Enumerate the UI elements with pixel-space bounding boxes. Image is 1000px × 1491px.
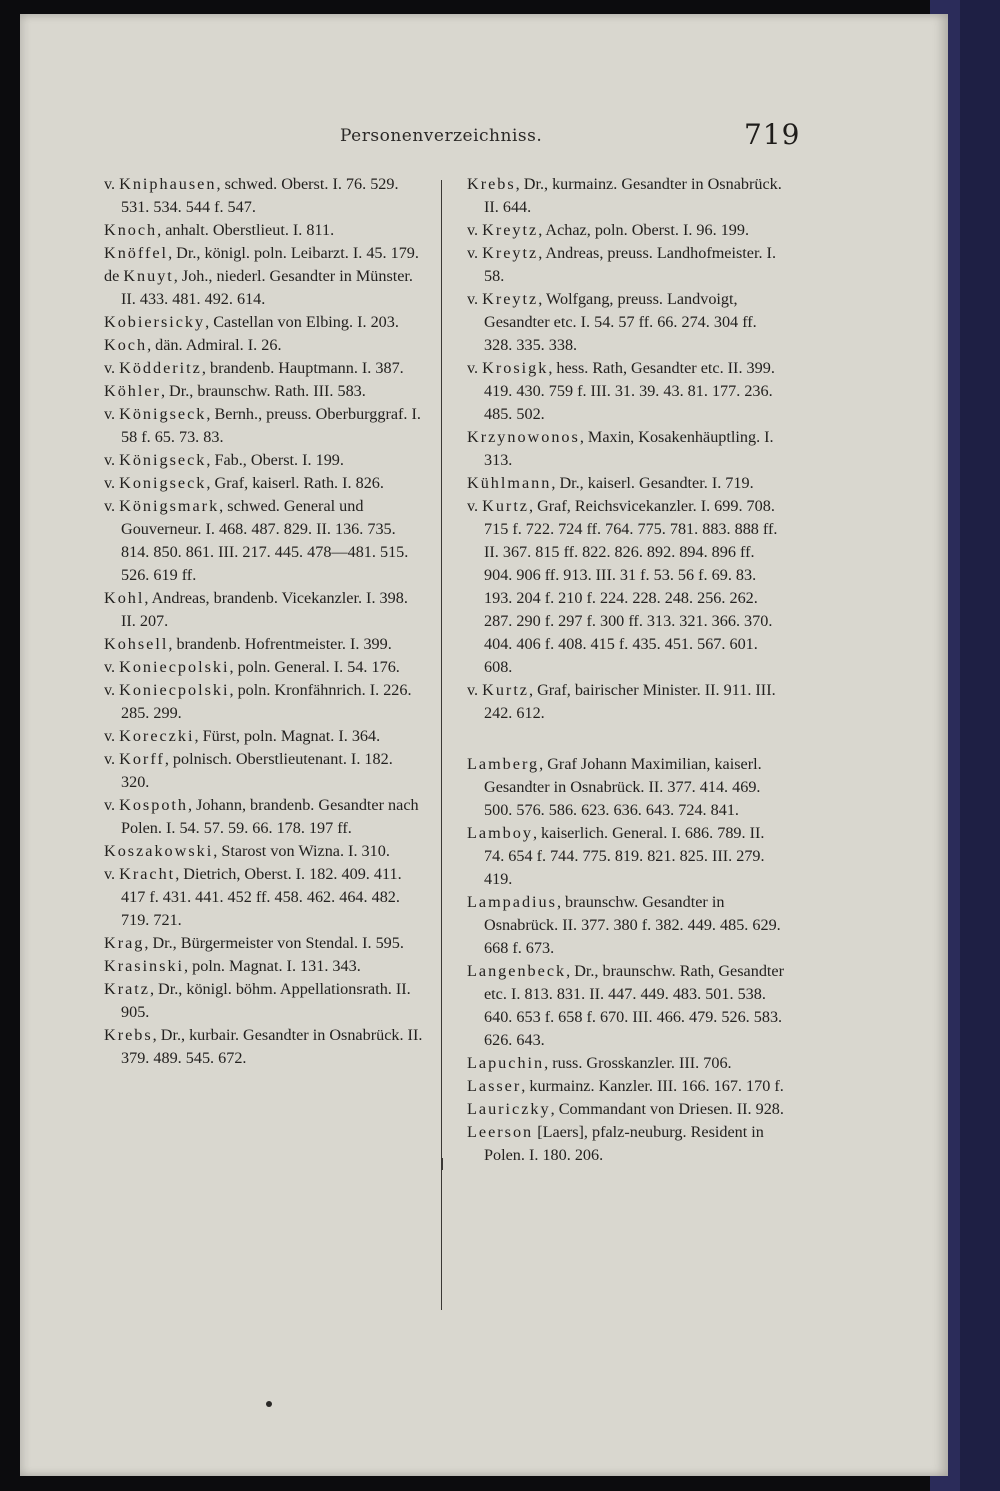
entry-references: , Andreas, preuss. Landhofmeister. I. 58.: [484, 244, 776, 285]
entry-name: Kobiersicky: [104, 313, 206, 331]
index-entry: [104, 725, 424, 748]
index-entry: [104, 219, 424, 242]
entry-name: Lapuchin: [467, 1054, 545, 1072]
entry-references: , brandenb. Hauptmann. I. 387.: [201, 359, 404, 377]
index-entry: [467, 822, 785, 891]
entry-references: , schwed. General und Gouverneur. I. 468. 487. 829. II. 136. 735. 814. 850. 861. III. 217. 445. 478—481. 515. 526. 619 ff.: [121, 497, 409, 584]
entry-prefix: v.: [467, 244, 483, 262]
index-entry: [104, 380, 424, 403]
index-entry: [104, 863, 424, 932]
index-entry: [467, 679, 785, 725]
entry-prefix: v.: [467, 221, 483, 239]
entry-references: , Maxin, Kosakenhäuptling. I. 313.: [484, 428, 774, 469]
entry-prefix: de: [104, 267, 124, 285]
index-entry: [467, 472, 785, 495]
entry-prefix: v.: [104, 359, 120, 377]
entry-references: , Dr., königl. poln. Leibarzt. I. 45. 179.: [168, 244, 419, 262]
entry-references: , Dr., Bürgermeister von Stendal. I. 595.: [144, 934, 404, 952]
index-entry: [104, 978, 424, 1024]
entry-name: Koreczki: [119, 727, 195, 745]
index-entry: [104, 587, 424, 633]
entry-name: Kühlmann: [467, 474, 552, 492]
entry-references: , poln. General. I. 54. 176.: [229, 658, 400, 676]
page-ink-dot: [266, 1401, 272, 1407]
entry-name: Korff: [119, 750, 165, 768]
index-entry: [104, 173, 424, 219]
entry-name: Koniecpolski: [119, 681, 230, 699]
entry-references: , Commandant von Driesen. II. 928.: [550, 1100, 784, 1118]
entry-name: Kniphausen: [119, 175, 217, 193]
index-entry: [104, 1024, 424, 1070]
entry-prefix: v.: [104, 750, 120, 768]
entry-references: , Fürst, poln. Magnat. I. 364.: [194, 727, 381, 745]
index-entry: [104, 932, 424, 955]
entry-prefix: v.: [104, 451, 120, 469]
entry-prefix: v.: [104, 497, 120, 515]
entry-references: , Wolfgang, preuss. Landvoigt, Gesandter etc. I. 54. 57 ff. 66. 274. 304 ff. 328. 335. 338.: [484, 290, 757, 354]
index-entry: [104, 334, 424, 357]
entry-name: Krag: [104, 934, 145, 952]
index-entry: [104, 242, 424, 265]
entry-references: , braunschw. Gesandter in Osnabrück. II. 377. 380 f. 382. 449. 485. 629. 668 f. 673.: [484, 893, 781, 957]
entry-name: Königseck: [119, 451, 207, 469]
entry-references: , Graf, Reichsvicekanzler. I. 699. 708. 715 f. 722. 724 ff. 764. 775. 781. 883. 888 ff. II. 367. 815 ff. 822. 826. 892. 894. 896 ff. 904. 906 ff. 913. III. 31 f. 53. 56 f. 69. 83. 193. 204 f. 210 f. 224. 228. 248. 256. 262. 287. 290 f. 297 f. 300 ff. 313. 321. 366. 370. 404. 406 f. 408. 415 f. 435. 451. 567. 601. 608.: [484, 497, 778, 676]
index-entry: [104, 748, 424, 794]
entry-references: , Johann, brandenb. Gesandter nach Polen. I. 54. 57. 59. 66. 178. 197 ff.: [121, 796, 419, 837]
entry-name: Kohsell: [104, 635, 169, 653]
index-entry: [104, 679, 424, 725]
entry-name: Lamboy: [467, 824, 533, 842]
index-entry: [467, 891, 785, 960]
entry-references: , Graf, bairischer Minister. II. 911. III. 242. 612.: [484, 681, 776, 722]
entry-name: Langenbeck: [467, 962, 567, 980]
entry-name: Kohl: [104, 589, 145, 607]
entry-name: Koch: [104, 336, 148, 354]
entry-references: , anhalt. Oberstlieut. I. 811.: [157, 221, 335, 239]
entry-references: , Dietrich, Oberst. I. 182. 409. 411. 417 f. 431. 441. 452 ff. 458. 462. 464. 482. 719. 721.: [121, 865, 402, 929]
index-entry: [104, 840, 424, 863]
entry-references: , Dr., braunschw. Rath. III. 583.: [160, 382, 366, 400]
entry-references: , Graf, kaiserl. Rath. I. 826.: [206, 474, 384, 492]
page-number: 719: [744, 118, 801, 151]
index-entry: [104, 472, 424, 495]
index-entry: [467, 1052, 785, 1075]
entry-references: , Dr., kurmainz. Gesandter in Osnabrück. II. 644.: [484, 175, 782, 216]
index-entry: [104, 495, 424, 587]
index-entry: [104, 794, 424, 840]
entry-references: , Bernh., preuss. Oberburggraf. I. 58 f. 65. 73. 83.: [121, 405, 421, 446]
index-entry: [467, 753, 785, 822]
index-entry: [104, 403, 424, 449]
entry-name: Königsmark: [119, 497, 220, 515]
entry-name: Lauriczky: [467, 1100, 551, 1118]
entry-references: , Dr., kaiserl. Gesandter. I. 719.: [551, 474, 754, 492]
entry-prefix: v.: [104, 474, 120, 492]
entry-references: , Andreas, brandenb. Vicekanzler. I. 398. II. 207.: [121, 589, 408, 630]
running-header: Personenverzeichniss.: [340, 126, 543, 146]
entry-name: Knöffel: [104, 244, 169, 262]
entry-name: Lasser: [467, 1077, 522, 1095]
entry-name: Koniecpolski: [119, 658, 230, 676]
left-column: [104, 173, 424, 1070]
entry-references: , Achaz, poln. Oberst. I. 96. 199.: [538, 221, 750, 239]
entry-name: Krebs: [104, 1026, 153, 1044]
entry-prefix: v.: [104, 865, 120, 883]
entry-name: Krzynowonos: [467, 428, 580, 446]
entry-name: Kratz: [104, 980, 150, 998]
index-entry: [467, 173, 785, 219]
entry-references: , poln. Kronfähnrich. I. 226. 285. 299.: [121, 681, 412, 722]
index-entry: [467, 960, 785, 1052]
entry-references: , Fab., Oberst. I. 199.: [206, 451, 344, 469]
column-divider-mark: [442, 1158, 443, 1170]
entry-prefix: v.: [104, 175, 120, 193]
entry-name: Knuyt: [123, 267, 174, 285]
entry-name: Köhler: [104, 382, 161, 400]
entry-references: , kurmainz. Kanzler. III. 166. 167. 170 f.: [521, 1077, 784, 1095]
entry-references: , russ. Grosskanzler. III. 706.: [544, 1054, 732, 1072]
entry-prefix: v.: [104, 681, 120, 699]
entry-name: Leerson: [467, 1123, 534, 1141]
index-entry: [467, 426, 785, 472]
entry-references: , Starost von Wizna. I. 310.: [213, 842, 390, 860]
entry-prefix: v.: [104, 658, 120, 676]
entry-name: Lampadius: [467, 893, 557, 911]
index-entry: [104, 955, 424, 978]
entry-name: Knoch: [104, 221, 158, 239]
entry-prefix: v.: [467, 497, 483, 515]
entry-prefix: v.: [104, 796, 120, 814]
entry-references: , Dr., braunschw. Rath, Gesandter etc. I. 813. 831. II. 447. 449. 483. 501. 538. 640. 653 f. 658 f. 670. III. 466. 479. 526. 583. 626. 643.: [484, 962, 784, 1049]
index-entry: [104, 449, 424, 472]
index-entry: [467, 1075, 785, 1098]
entry-references: , kaiserlich. General. I. 686. 789. II. 74. 654 f. 744. 775. 819. 821. 825. III. 279. 419.: [484, 824, 765, 888]
index-entry: [467, 288, 785, 357]
index-entry: [467, 1098, 785, 1121]
entry-prefix: v.: [467, 359, 483, 377]
entry-prefix: v.: [467, 290, 483, 308]
entry-references: , poln. Magnat. I. 131. 343.: [184, 957, 361, 975]
entry-prefix: v.: [467, 681, 483, 699]
index-entry: [104, 265, 424, 311]
entry-references: , polnisch. Oberstlieutenant. I. 182. 320.: [121, 750, 393, 791]
entry-references: , schwed. Oberst. I. 76. 529. 531. 534. 544 f. 547.: [121, 175, 399, 216]
entry-name: Koszakowski: [104, 842, 214, 860]
index-entry: [467, 495, 785, 679]
entry-name: Krosigk: [482, 359, 549, 377]
entry-references: , hess. Rath, Gesandter etc. II. 399. 419. 430. 759 f. III. 31. 39. 43. 81. 177. 236. 485. 502.: [484, 359, 775, 423]
entry-references: , Joh., niederl. Gesandter in Münster. II. 433. 481. 492. 614.: [121, 267, 413, 308]
entry-name: Kreytz: [482, 290, 539, 308]
entry-name: Kospoth: [119, 796, 189, 814]
entry-references: , Dr., königl. böhm. Appellationsrath. II. 905.: [121, 980, 411, 1021]
entry-name: Kreytz: [482, 221, 539, 239]
entry-references: [Laers], pfalz-neuburg. Resident in Polen. I. 180. 206.: [484, 1123, 764, 1164]
right-column: [467, 173, 785, 1167]
index-entry: [104, 633, 424, 656]
index-entry: [467, 357, 785, 426]
index-entry: [467, 1121, 785, 1167]
entry-references: , Graf Johann Maximilian, kaiserl. Gesandter in Osnabrück. II. 377. 414. 469. 500. 576. 586. 623. 636. 643. 724. 841.: [484, 755, 762, 819]
entry-references: , dän. Admiral. I. 26.: [147, 336, 282, 354]
index-entry: [467, 219, 785, 242]
entry-name: Kurtz: [482, 681, 529, 699]
index-entry: [104, 656, 424, 679]
entry-prefix: v.: [104, 405, 120, 423]
entry-name: Kreytz: [482, 244, 539, 262]
entry-references: , Dr., kurbair. Gesandter in Osnabrück. II. 379. 489. 545. 672.: [121, 1026, 423, 1067]
entry-name: Lamberg: [467, 755, 540, 773]
column-divider: [441, 180, 442, 1310]
entry-name: Konigseck: [119, 474, 207, 492]
index-entry: [104, 357, 424, 380]
index-entry: [104, 311, 424, 334]
entry-name: Kracht: [119, 865, 176, 883]
entry-name: Ködderitz: [119, 359, 202, 377]
entry-name: Kurtz: [482, 497, 529, 515]
entry-name: Königseck: [119, 405, 207, 423]
entry-name: Krasinski: [104, 957, 185, 975]
entry-references: , brandenb. Hofrentmeister. I. 399.: [168, 635, 392, 653]
entry-name: Krebs: [467, 175, 516, 193]
index-entry: [467, 242, 785, 288]
entry-references: , Castellan von Elbing. I. 203.: [205, 313, 399, 331]
entry-prefix: v.: [104, 727, 120, 745]
